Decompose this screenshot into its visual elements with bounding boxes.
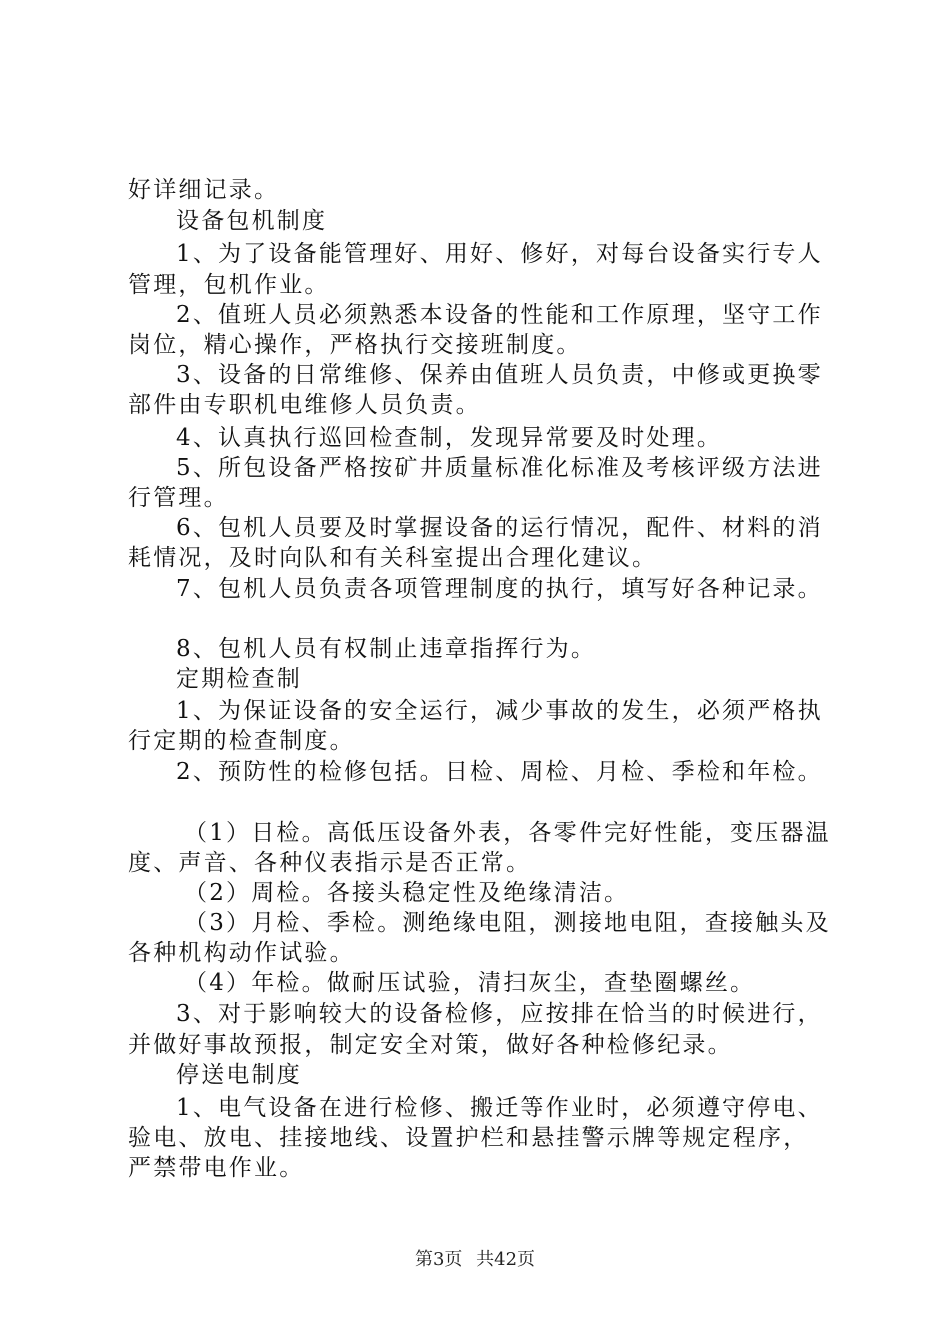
text-line: 度、声音、各种仪表指示是否正常。 (128, 850, 532, 876)
text-line: 各种机构动作试验。 (128, 940, 355, 966)
text-line: 行定期的检查制度。 (128, 728, 355, 754)
page-total: 共42页 (476, 1249, 536, 1270)
text-line: 岗位，精心操作，严格执行交接班制度。 (128, 332, 582, 358)
text-line: 验电、放电、挂接地线、设置护栏和悬挂警示牌等规定程序， (128, 1125, 809, 1151)
text-line: 1、为保证设备的安全运行，减少事故的发生，必须严格执 (176, 698, 823, 724)
text-line: 7、包机人员负责各项管理制度的执行，填写好各种记录。 (176, 576, 823, 602)
section-heading: 设备包机制度 (176, 208, 328, 234)
text-line: 部件由专职机电维修人员负责。 (128, 392, 481, 418)
text-line: （1）日检。高低压设备外表，各零件完好性能，变压器温 (184, 820, 831, 846)
text-line: （4）年检。做耐压试验，清扫灰尘，查垫圈螺丝。 (184, 970, 756, 996)
page-number: 第3页 (414, 1249, 463, 1270)
text-line: 1、为了设备能管理好、用好、修好，对每台设备实行专人 (176, 241, 823, 267)
text-line: 5、所包设备严格按矿井质量标准化标准及考核评级方法进 (176, 455, 823, 481)
text-line: 好详细记录。 (128, 177, 280, 203)
text-line: 行管理。 (128, 485, 229, 511)
text-line: 1、电气设备在进行检修、搬迁等作业时，必须遵守停电、 (176, 1095, 823, 1121)
text-line: 2、值班人员必须熟悉本设备的性能和工作原理，坚守工作 (176, 302, 823, 328)
text-line: 4、认真执行巡回检查制，发现异常要及时处理。 (176, 425, 723, 451)
section-heading: 定期检查制 (176, 666, 302, 692)
section-heading: 停送电制度 (176, 1062, 302, 1088)
text-line: 管理，包机作业。 (128, 272, 330, 298)
text-line: 并做好事故预报，制定安全对策，做好各种检修纪录。 (128, 1032, 733, 1058)
text-line: 6、包机人员要及时掌握设备的运行情况，配件、材料的消 (176, 515, 823, 541)
text-line: 2、预防性的检修包括。日检、周检、月检、季检和年检。 (176, 759, 823, 785)
text-line: （3）月检、季检。测绝缘电阻，测接地电阻，查接触头及 (184, 910, 831, 936)
page-footer (0, 1245, 950, 1271)
text-line: 耗情况，及时向队和有关科室提出合理化建议。 (128, 545, 658, 571)
text-line: 8、包机人员有权制止违章指挥行为。 (176, 636, 597, 662)
text-line: 3、设备的日常维修、保养由值班人员负责，中修或更换零 (176, 362, 823, 388)
text-line: （2）周检。各接头稳定性及绝缘清洁。 (184, 880, 630, 906)
text-line: 3、对于影响较大的设备检修，应按排在恰当的时候进行， (176, 1001, 823, 1027)
text-line: 严禁带电作业。 (128, 1155, 305, 1181)
